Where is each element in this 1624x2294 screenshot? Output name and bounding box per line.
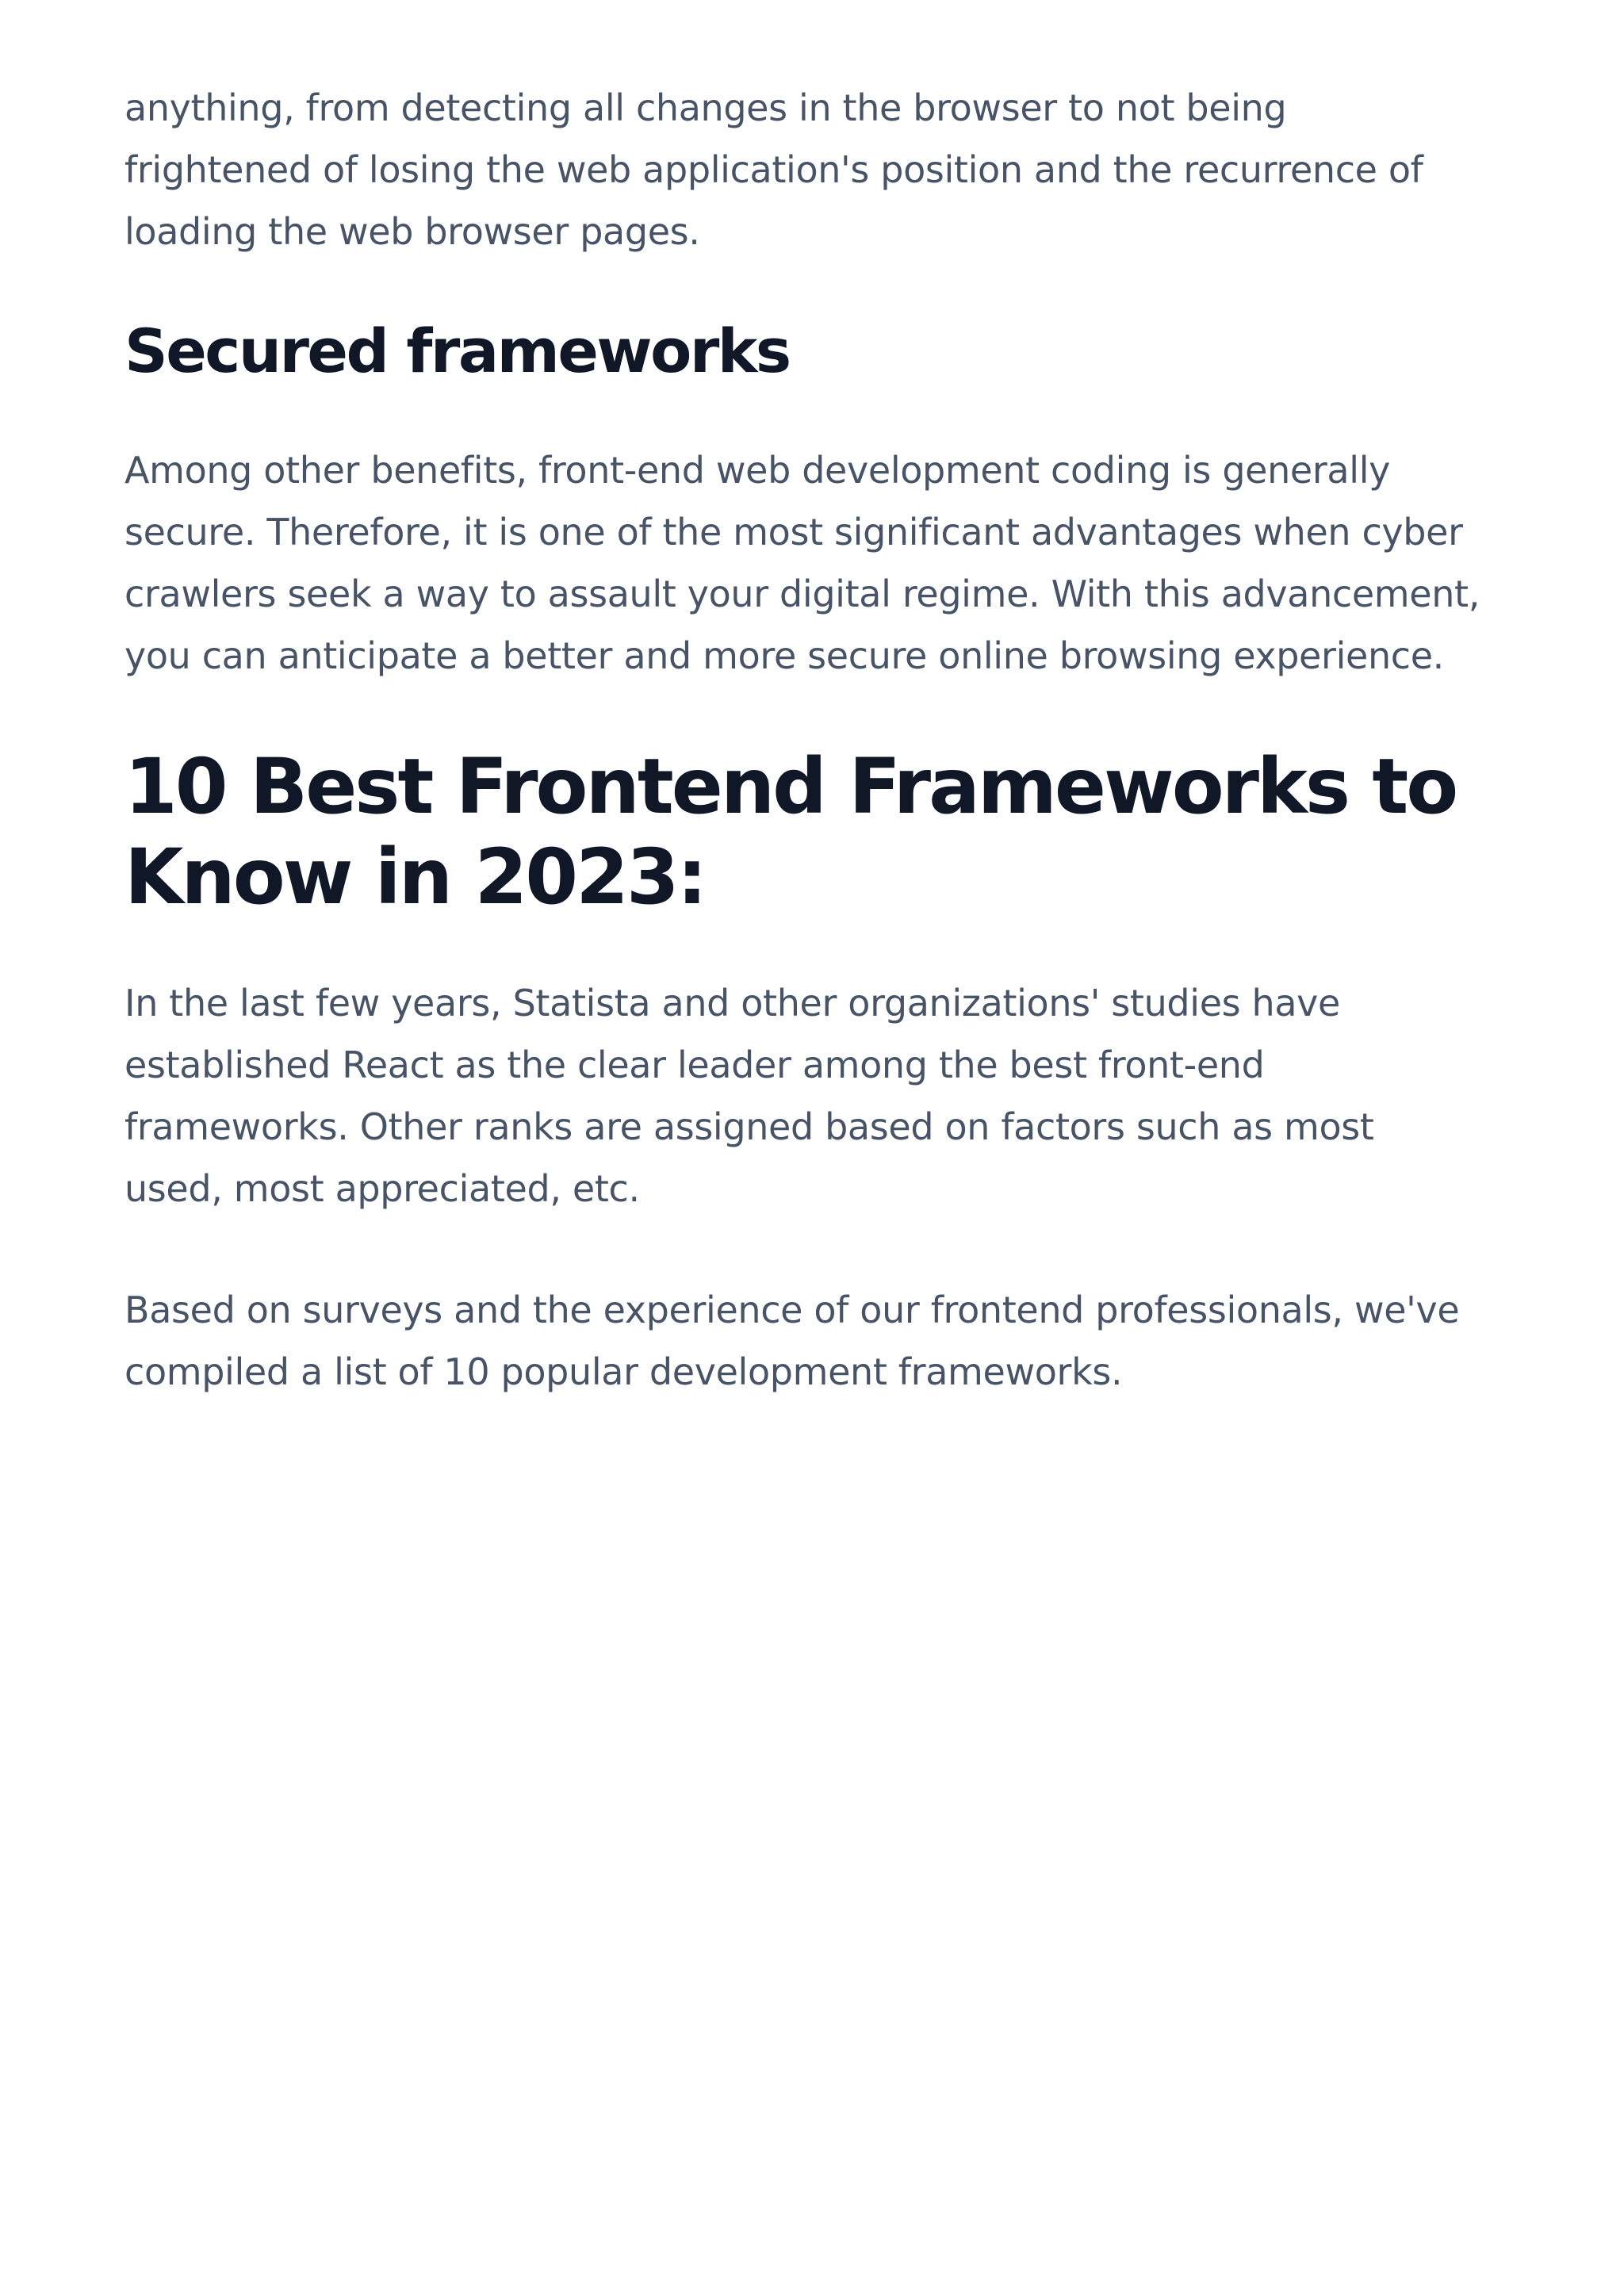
paragraph-line: secure. Therefore, it is one of the most significant advantages when cyber — [124, 511, 1463, 553]
paragraph-line: loading the web browser pages. — [124, 210, 700, 253]
paragraph-line: frameworks. Other ranks are assigned based on factors such as most — [124, 1105, 1374, 1148]
paragraph-line: anything, from detecting all changes in the browser to not being — [124, 86, 1287, 129]
paragraph-line: Among other benefits, front-end web development coding is generally — [124, 449, 1391, 492]
paragraph-line: used, most appreciated, etc. — [124, 1167, 640, 1210]
paragraph-line: In the last few years, Statista and other organizations' studies have — [124, 982, 1340, 1024]
best-frameworks-heading — [124, 741, 1456, 922]
paragraph-line: you can anticipate a better and more secure online browsing experience. — [124, 634, 1444, 677]
heading-line: 10 Best Frontend Frameworks to — [124, 742, 1457, 831]
secured-frameworks-paragraph — [124, 439, 1480, 687]
paragraph-line: compiled a list of 10 popular development frameworks. — [124, 1350, 1123, 1393]
paragraph-line: established React as the clear leader among the best front-end — [124, 1044, 1265, 1086]
paragraph-line: frightened of losing the web application's position and the recurrence of — [124, 148, 1423, 191]
paragraph-line: Based on surveys and the experience of our frontend professionals, we've — [124, 1289, 1460, 1331]
statista-paragraph — [124, 972, 1374, 1220]
surveys-paragraph — [124, 1279, 1459, 1403]
intro-paragraph — [124, 77, 1423, 262]
secured-frameworks-heading: Secured frameworks — [124, 316, 790, 386]
paragraph-line: crawlers seek a way to assault your digital regime. With this advancement, — [124, 573, 1480, 615]
heading-line: Know in 2023: — [124, 833, 706, 921]
